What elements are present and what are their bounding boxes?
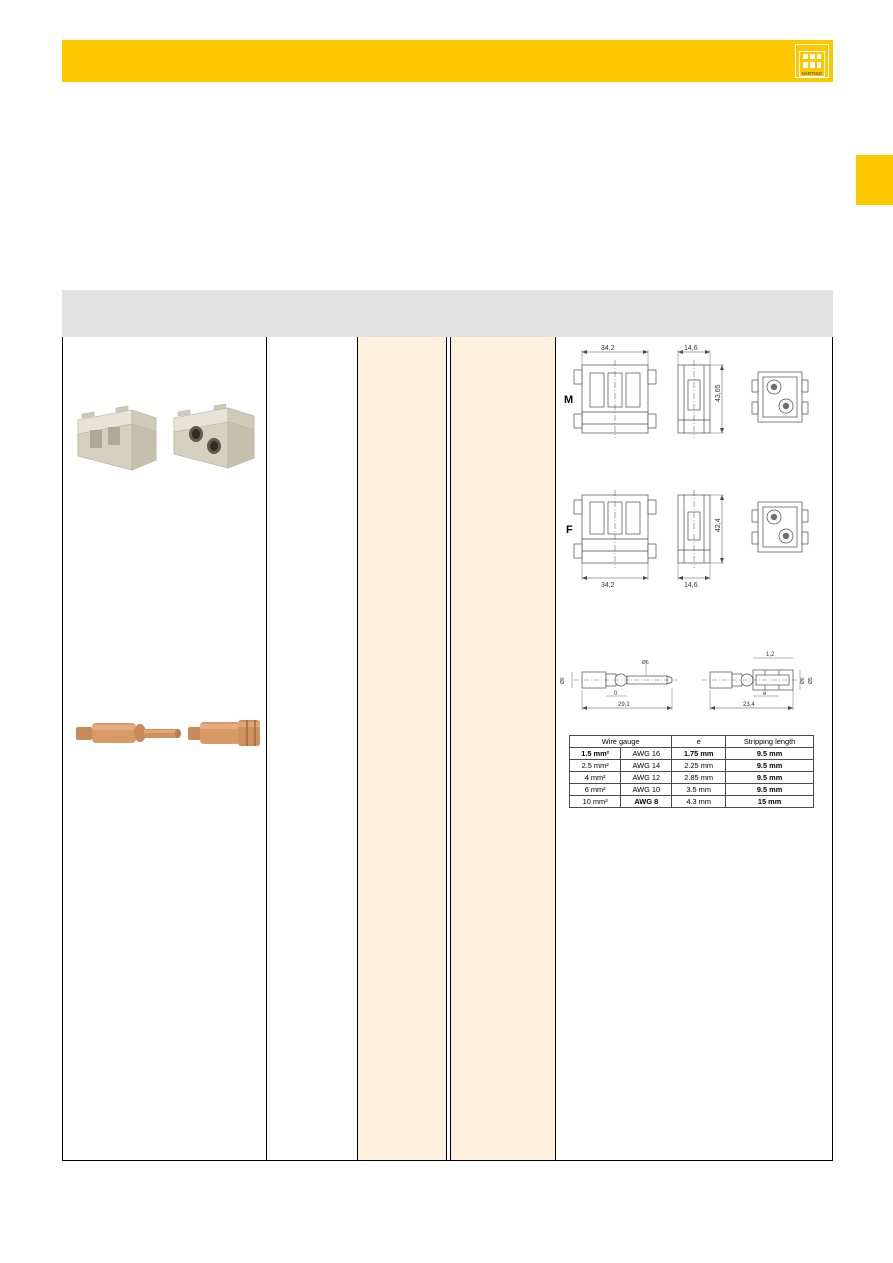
col-header-stripping-length: Stripping length	[726, 736, 814, 748]
svg-text:Ø6: Ø6	[560, 677, 566, 684]
svg-text:Ø5: Ø5	[808, 677, 814, 684]
dim-female-depth: 14,6	[684, 582, 698, 589]
dim-male-height: 43,65	[715, 384, 722, 402]
dim-pin-d: 0	[614, 691, 618, 697]
table-row	[570, 784, 814, 796]
contact-photos	[70, 705, 260, 765]
table-row	[570, 796, 814, 808]
table-header-row	[570, 736, 814, 748]
col-header-e: e	[672, 736, 726, 748]
dim-pin-length: 29,1	[618, 702, 630, 708]
table-header-band	[62, 290, 833, 337]
col-header-wire-gauge: Wire gauge	[570, 736, 672, 748]
male-row-label: M	[564, 394, 574, 406]
female-row-label: F	[566, 524, 573, 536]
male-front-view	[574, 345, 656, 438]
cell-e: 1.75 mm	[672, 748, 726, 760]
table-row	[570, 748, 814, 760]
column-divider-2	[357, 337, 358, 1160]
svg-text:Ø6: Ø6	[642, 660, 649, 666]
section-tab	[856, 155, 893, 205]
wire-gauge-table	[569, 735, 814, 808]
cell-stripping-length: 9.5 mm	[726, 760, 814, 772]
pin-contact-drawing	[560, 660, 678, 710]
female-side-view	[678, 490, 724, 589]
column-divider-3	[446, 337, 447, 1160]
cell-wire-awg: AWG 14	[621, 760, 672, 772]
female-end-view	[752, 502, 808, 552]
cell-wire-awg: AWG 8	[621, 796, 672, 808]
dim-socket-e: e	[763, 691, 767, 697]
cell-wire-awg: AWG 16	[621, 748, 672, 760]
dim-male-depth: 14,6	[684, 345, 698, 352]
column-cream-1	[358, 337, 446, 1160]
cell-e: 2.85 mm	[672, 772, 726, 784]
cell-wire-mm2: 10 mm²	[570, 796, 621, 808]
dim-female-width: 34,2	[601, 582, 615, 589]
page-header-band	[62, 40, 833, 82]
cell-wire-mm2: 4 mm²	[570, 772, 621, 784]
cell-stripping-length: 9.5 mm	[726, 784, 814, 796]
dim-male-width: 34,2	[601, 345, 615, 352]
column-divider-1	[266, 337, 267, 1160]
harting-logo-text: HARTING	[801, 71, 823, 76]
male-end-view	[752, 372, 808, 422]
column-divider-4	[450, 337, 451, 1160]
cell-wire-awg: AWG 12	[621, 772, 672, 784]
socket-contact-drawing	[702, 652, 814, 710]
product-photos	[70, 390, 260, 510]
column-cream-2	[451, 337, 555, 1160]
dim-socket-length: 23,4	[743, 702, 755, 708]
table-row	[570, 772, 814, 784]
cell-stripping-length: 15 mm	[726, 796, 814, 808]
pin-contact-photo	[76, 723, 181, 743]
socket-contact-photo	[188, 720, 260, 746]
female-front-view	[574, 490, 656, 589]
dim-female-height: 42,4	[715, 518, 722, 532]
cell-wire-awg: AWG 10	[621, 784, 672, 796]
male-module-photo	[78, 406, 156, 470]
cell-stripping-length: 9.5 mm	[726, 748, 814, 760]
cell-e: 4.3 mm	[672, 796, 726, 808]
column-divider-5	[555, 337, 556, 1160]
male-side-view	[678, 345, 724, 438]
cell-e: 2.25 mm	[672, 760, 726, 772]
cell-wire-mm2: 1.5 mm²	[570, 748, 621, 760]
cell-wire-mm2: 6 mm²	[570, 784, 621, 796]
table-row	[570, 760, 814, 772]
svg-text:Ø6: Ø6	[800, 677, 806, 684]
female-module-photo	[174, 404, 254, 468]
cell-stripping-length: 9.5 mm	[726, 772, 814, 784]
cell-e: 3.5 mm	[672, 784, 726, 796]
dim-socket-tab: 1,2	[766, 652, 775, 658]
harting-logo	[795, 44, 829, 78]
cell-wire-mm2: 2.5 mm²	[570, 760, 621, 772]
